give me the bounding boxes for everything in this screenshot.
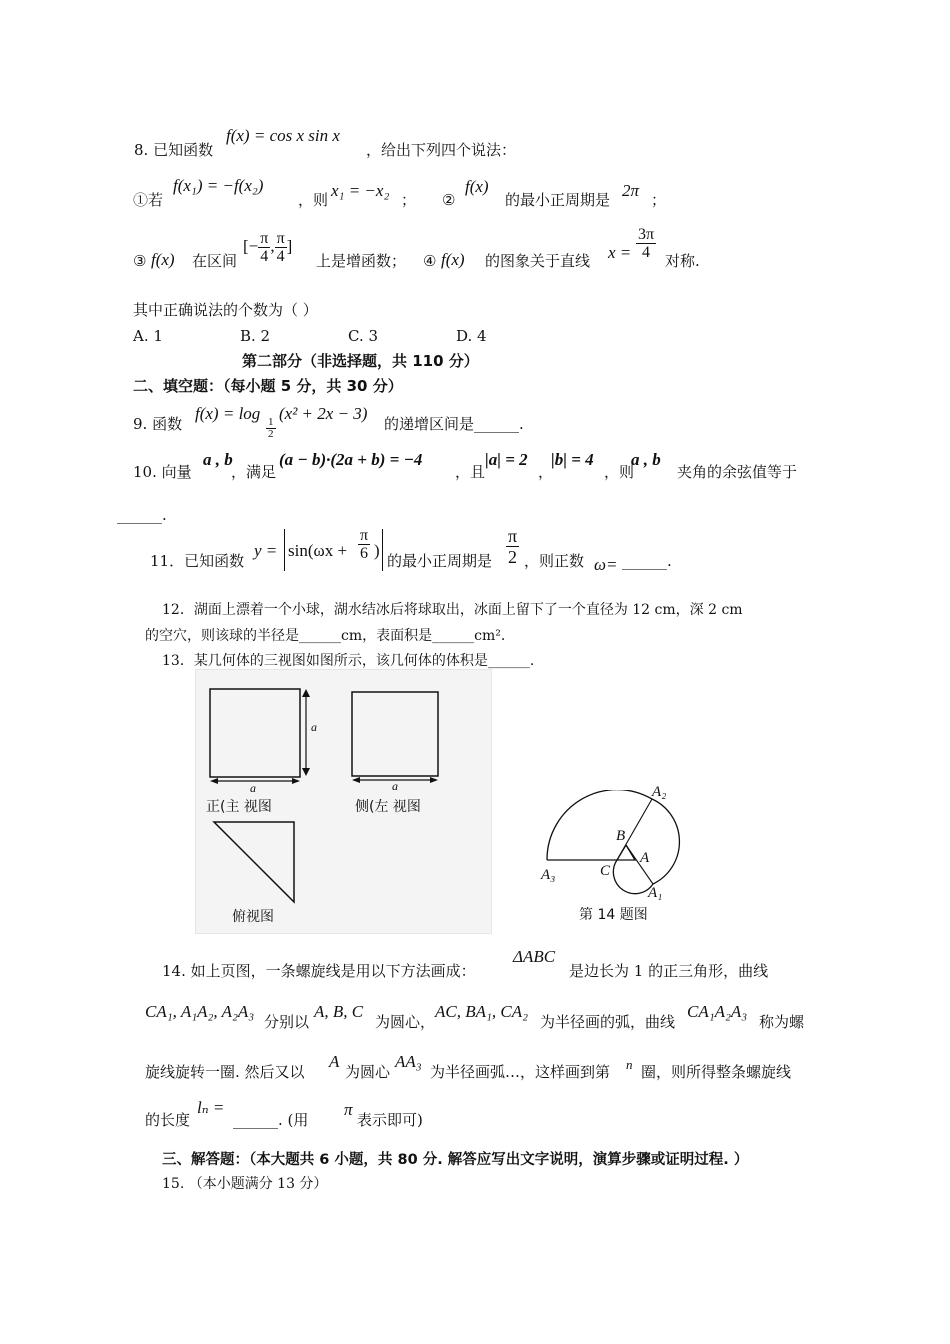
q8-s2-f: f(x) <box>465 177 489 196</box>
q14-lead: 14. 如上页图，一条螺旋线是用以下方法画成： <box>162 962 476 980</box>
q8-s3-f: f(x) <box>151 250 175 269</box>
q10-tail: 夹角的余弦值等于 <box>677 463 798 481</box>
q9-function: f(x) = log <box>195 404 261 423</box>
q8-option-a: A. 1 <box>133 327 163 345</box>
q14-l3-AA3: AA₃ <box>395 1052 422 1071</box>
q10-norm-b: |b| = 4 <box>551 450 594 469</box>
side-view-square <box>352 692 438 776</box>
q11-six: 6 <box>360 545 369 562</box>
q14-l4-b: ______. (用 <box>233 1111 309 1129</box>
q8-option-d: D. 4 <box>456 327 487 345</box>
side-view-caption: 侧(左 视图 <box>355 799 421 815</box>
q14-triangle: ΔABC <box>513 947 556 966</box>
q8-s3-pre: ③ <box>133 252 147 270</box>
q10-norm-a: |a| = 2 <box>485 450 528 469</box>
q11-expr: sin(ωx + <box>288 541 348 560</box>
q10-mid1: ，满足 <box>231 463 277 481</box>
q12-line2: 的空穴，则该球的半径是______cm，表面积是______cm². <box>145 628 506 644</box>
q8-s2-end: ； <box>651 191 667 209</box>
label-c: C <box>600 863 611 879</box>
q14-l3-n: n <box>626 1057 633 1072</box>
q9-tail: 的递增区间是______. <box>384 415 524 433</box>
q14-l1-tail: 是边长为 1 的正三角形，曲线 <box>569 962 769 980</box>
q8-s1-result: x₁ = −x₂ <box>331 181 390 200</box>
q11-abs-left <box>284 529 285 571</box>
q14-figure <box>535 784 685 930</box>
q8-s4-den: 4 <box>642 244 651 261</box>
q14-l2-mid2: 为圆心， <box>375 1013 436 1031</box>
q11-blank: ______. <box>622 552 672 570</box>
triangle-abc <box>617 845 635 860</box>
q11-period-num: π <box>508 526 518 546</box>
front-height-label: a <box>311 720 317 734</box>
q10-mid3: ，则 <box>604 463 635 481</box>
label-a2: A₂ <box>652 784 667 800</box>
q8-question: 其中正确说法的个数为（ ） <box>133 301 318 319</box>
q10-vectors: a , b <box>203 450 233 469</box>
q8-function: f(x) = cos x sin x <box>226 126 340 145</box>
q10-mid2: ，且 <box>455 463 486 481</box>
q8-s3-interval: [− $\frac{\pi}{4}$ , $\frac{\pi}{4}$ ] <box>243 230 293 265</box>
q8-s3-frac1-num: π <box>260 230 269 247</box>
q11-omega: ω= <box>594 555 618 574</box>
q8-s2-mid: 的最小正周期是 <box>505 191 611 209</box>
q8-s3-frac1-den: 4 <box>260 248 269 265</box>
q10-comma: ， <box>538 463 554 481</box>
q11-y: y = <box>254 541 278 560</box>
q14-l3-A: A <box>329 1052 340 1071</box>
q9 <box>133 404 524 440</box>
q8-lead: 8. 已知函数 <box>134 141 214 159</box>
q14-l2-tail: 称为螺 <box>759 1013 805 1031</box>
front-width-label: a <box>250 781 256 795</box>
q11-mid: 的最小正周期是 <box>387 552 493 570</box>
q8-s4-mid: 的图象关于直线 <box>485 252 591 270</box>
front-view-square <box>210 689 300 777</box>
q14-curve: CA₁A₂A₃ <box>687 1002 748 1021</box>
arrow-right-icon <box>430 777 438 783</box>
q14-l2-mid3: 为半径画的弧，曲线 <box>540 1013 676 1031</box>
q14-l3-a: 旋线旋转一圈. 然后又以 <box>145 1063 305 1081</box>
arrow-up-icon <box>302 689 310 697</box>
q10 <box>133 450 798 482</box>
q9-base <box>266 417 276 440</box>
q8-statements-1 <box>133 176 667 210</box>
arrow-down-icon <box>302 768 310 776</box>
q10-vectors-2: a , b <box>631 450 661 469</box>
label-a1: A₁ <box>648 885 663 901</box>
side-width-label: a <box>392 779 398 793</box>
q12-line1: 12．湖面上漂着一个小球，湖水结冰后将球取出，冰面上留下了一个直径为 12 cm，深 2 cm <box>162 602 743 618</box>
q8-s3-mid: 在区间 <box>192 252 238 270</box>
q9-lead: 9. 函数 <box>133 415 183 433</box>
q8-s1-mid: ，则 <box>298 191 329 209</box>
q8-s2-pre: ② <box>442 191 456 209</box>
q8-s1-end: ； <box>401 191 417 209</box>
q14-line3 <box>145 1052 792 1082</box>
arrow-right-icon <box>292 778 300 784</box>
fig14-caption: 第 14 题图 <box>579 907 648 923</box>
section2-heading: 二、填空题：（每小题 5 分，共 30 分） <box>133 377 403 395</box>
q9-argument: (x² + 2x − 3) <box>279 404 368 423</box>
q14-l3-d: 圈，则所得整条螺旋线 <box>641 1063 792 1081</box>
q13-figure <box>195 669 492 934</box>
q14-l4-pi: π <box>344 1100 353 1119</box>
q14-centers: A, B, C <box>314 1002 364 1021</box>
q10-blank: ______. <box>117 506 167 524</box>
q8-s3-end: 上是增函数； <box>316 252 407 270</box>
q11-close: ) <box>374 541 380 560</box>
q8-s1-equation: f(x₁) = −f(x₂) <box>173 176 264 195</box>
q8-s4-frac <box>636 226 656 261</box>
q9-base-num: 1 <box>268 416 274 428</box>
q8-s3-frac2-den: 4 <box>276 248 285 265</box>
section3-heading: 三、解答题：（本大题共 6 小题，共 80 分. 解答应写出文字说明，演算步骤或证明过程. ） <box>162 1152 749 1168</box>
q11-period-den: 2 <box>508 547 518 567</box>
q14-line1 <box>162 947 769 981</box>
q14-l4-ln: lₙ = <box>197 1098 225 1117</box>
label-a: A <box>640 850 650 866</box>
label-b: B <box>616 828 626 844</box>
q11-pi: π <box>360 527 369 544</box>
q8-s4-end: 对称. <box>665 252 700 270</box>
q15-heading: 15. （本小题满分 13 分） <box>162 1176 328 1192</box>
top-view-caption: 俯视图 <box>232 909 274 925</box>
q11-tail: ，则正数 <box>524 552 585 570</box>
q11-abs-right <box>382 529 383 571</box>
q8-tail: ，给出下列四个说法： <box>366 141 517 159</box>
top-view-triangle <box>214 822 294 902</box>
q8-s3-frac2-num: π <box>276 230 285 247</box>
q14-l4-a: 的长度 <box>145 1111 191 1129</box>
q9-base-den: 2 <box>268 428 274 440</box>
q11 <box>150 526 672 574</box>
q10-lead: 10. 向量 <box>133 463 192 481</box>
q8-option-b: B. 2 <box>240 327 271 345</box>
q14-l2-mid1: 分别以 <box>264 1013 310 1031</box>
arc-a1-a2 <box>652 799 679 884</box>
q14-arcs: CA₁, A₁A₂, A₂A₃ <box>145 1002 255 1021</box>
front-view-caption: 正(主 视图 <box>206 799 272 815</box>
arrow-left-icon <box>210 778 218 784</box>
q8-s4-pre: ④ <box>423 252 437 270</box>
q14-radii: AC, BA₁, CA₂ <box>435 1002 529 1021</box>
q8-option-c: C. 3 <box>348 327 379 345</box>
arc-a2-a3 <box>547 790 652 860</box>
q14-line4 <box>145 1098 423 1130</box>
q13-text: 13．某几何体的三视图如图所示，该几何体的体积是______. <box>162 653 535 669</box>
q14-l4-c: 表示即可) <box>357 1111 423 1129</box>
q8-s4-f: f(x) <box>441 250 465 269</box>
q8-s4-num: 3π <box>638 226 655 243</box>
q11-lead: 11．已知函数 <box>150 552 245 570</box>
label-a3: A₃ <box>541 867 556 883</box>
q11-frac <box>358 527 370 562</box>
q11-period <box>506 526 519 567</box>
q8-s2-value: 2π <box>622 181 640 200</box>
q10-condition: (a − b)·(2a + b) = −4 <box>279 450 423 469</box>
q8-s1-pre: ①若 <box>133 191 164 209</box>
q14-l3-c: 为半径画弧…，这样画到第 <box>430 1063 611 1081</box>
q8-s4-x: x = <box>608 243 632 262</box>
arrow-left-icon <box>352 777 360 783</box>
part2-title: 第二部分（非选择题，共 110 分） <box>242 352 479 370</box>
q14-l3-b: 为圆心 <box>345 1063 391 1081</box>
q8-intro <box>134 126 517 160</box>
